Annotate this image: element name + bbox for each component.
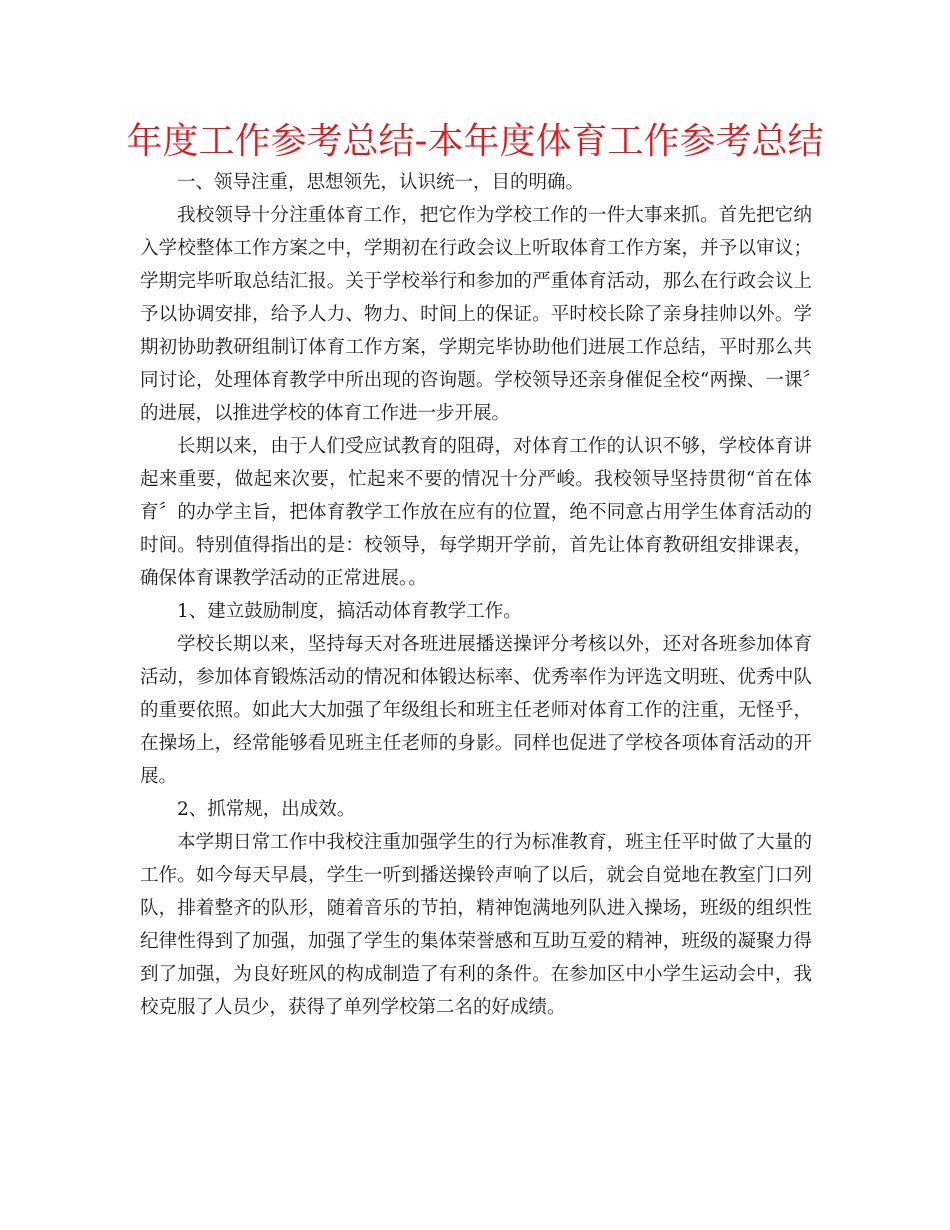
section-heading-incentive-system: 1、建立鼓励制度，搞活动体育教学工作。: [177, 601, 522, 622]
section-heading-routine: 2、抓常规，出成效。: [177, 799, 356, 820]
document-title: 年度工作参考总结-本年度体育工作参考总结: [126, 121, 824, 162]
section-heading-leadership: 一、领导注重，思想领先，认识统一，目的明确。: [177, 172, 585, 193]
paragraph-exam-influence: 长期以来，由于人们受应试教育的阻碍，对体育工作的认识不够，学校体育讲起来重要，做起来次要，忙起来不要的情况十分严峻。我校领导坚持贯彻“首在体育〞的办学主旨，把体育教学工作放在应有的位置，绝不同意占用学生体育活动的时间。特别值得指出的是：校领导，每学期开学前，首先让体育教研组安排课表，确保体育课教学活动的正常进展。。: [140, 436, 812, 589]
document-body: [140, 166, 812, 1024]
paragraph-leadership-attention: 我校领导十分注重体育工作，把它作为学校工作的一件大事来抓。首先把它纳入学校整体工作方案之中，学期初在行政会议上听取体育工作方案，并予以审议；学期完毕听取总结汇报。关于学校举行和参加的严重体育活动，那么在行政会议上予以协调安排，给予人力、物力、时间上的保证。平时校长除了亲身挂帅以外。学期初协助教研组制订体育工作方案，学期完毕协助他们进展工作总结，平时那么共同讨论，处理体育教学中所出现的咨询题。学校领导还亲身催促全校“两操、一课〞的进展，以推进学校的体育工作进一步开展。: [140, 205, 812, 424]
paragraph-incentive-system: 学校长期以来，坚持每天对各班进展播送操评分考核以外，还对各班参加体育活动，参加体育锻炼活动的情况和体锻达标率、优秀率作为评选文明班、优秀中队的重要依照。如此大大加强了年级组长和班主任老师对体育工作的注重，无怪乎，在操场上，经常能够看见班主任老师的身影。同样也促进了学校各项体育活动的开展。: [140, 634, 812, 787]
paragraph-routine-results: 本学期日常工作中我校注重加强学生的行为标准教育，班主任平时做了大量的工作。如今每天早晨，学生一听到播送操铃声响了以后，就会自觉地在教室门口列队，排着整齐的队形，随着音乐的节拍，精神饱满地列队进入操场，班级的组织性纪律性得到了加强，加强了学生的集体荣誉感和互助互爱的精神，班级的凝聚力得到了加强，为良好班风的构成制造了有利的条件。在参加区中小学生运动会中，我校克服了人员少，获得了单列学校第二名的好成绩。: [140, 832, 812, 1018]
